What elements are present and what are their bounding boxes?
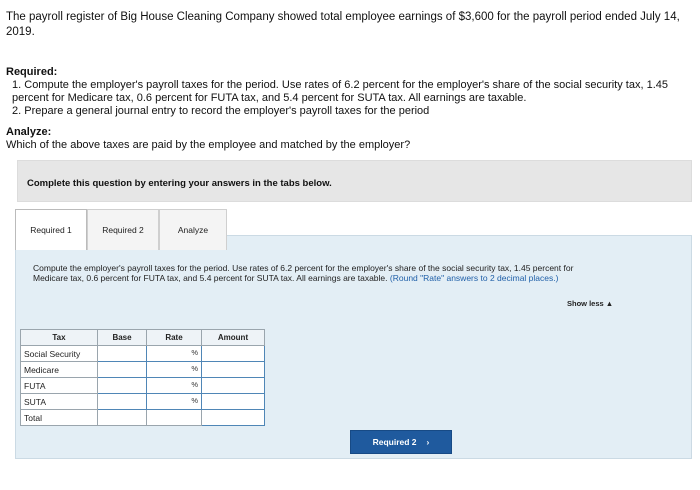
percent-sign: % <box>191 348 198 357</box>
rate-input-suta[interactable] <box>147 394 202 410</box>
tab-required-1[interactable]: Required 1 <box>15 209 87 250</box>
panel-instruction <box>33 263 603 283</box>
required-section <box>6 66 694 118</box>
amount-input-suta[interactable] <box>202 394 265 410</box>
rate-cell-total <box>147 410 202 426</box>
required-item-2-num: 2. <box>12 105 22 117</box>
row-label-medicare: Medicare <box>21 362 98 378</box>
required-item-2-text: Prepare a general journal entry to record the employer's payroll taxes for the period <box>24 105 430 117</box>
row-label-total: Total <box>21 410 98 426</box>
base-input-social-security[interactable] <box>98 346 147 362</box>
table-row <box>21 394 265 410</box>
rate-input-social-security[interactable] <box>147 346 202 362</box>
percent-sign: % <box>191 364 198 373</box>
panel-instruction-text: Compute the employer's payroll taxes for the period. Use rates of 6.2 percent for the employer's share of the social security tax, 1.45 percent for Medicare tax, 0.6 percent for FUTA tax, and 5.4 percent for SUTA tax. All earnings are taxable. <box>33 263 574 283</box>
header-base: Base <box>98 330 147 346</box>
banner-text: Complete this question by entering your answers in the tabs below. <box>27 178 332 189</box>
table-header-row <box>21 330 265 346</box>
problem-intro: The payroll register of Big House Cleaning Company showed total employee earnings of $3,600 for the payroll period ended July 14, 2019. <box>6 11 680 38</box>
instructions-banner <box>17 160 692 202</box>
table-row <box>21 362 265 378</box>
header-rate: Rate <box>147 330 202 346</box>
table-row <box>21 410 265 426</box>
chevron-right-icon: › <box>426 437 430 447</box>
required-heading: Required: <box>6 66 58 78</box>
next-required-2-button[interactable] <box>350 430 452 454</box>
next-button-label: Required 2 <box>372 437 417 447</box>
required-item-1 <box>12 79 694 105</box>
round-note: (Round "Rate" answers to 2 decimal places.) <box>389 273 559 283</box>
rate-input-futa[interactable] <box>147 378 202 394</box>
base-input-futa[interactable] <box>98 378 147 394</box>
amount-input-futa[interactable] <box>202 378 265 394</box>
amount-input-total[interactable] <box>202 410 265 426</box>
show-less-link[interactable]: Show less ▲ <box>567 299 614 308</box>
rate-input-medicare[interactable] <box>147 362 202 378</box>
table-row <box>21 378 265 394</box>
payroll-tax-table <box>20 329 265 426</box>
row-label-social-security: Social Security <box>21 346 98 362</box>
analyze-question: Which of the above taxes are paid by the employee and matched by the employer? <box>6 139 411 151</box>
base-input-suta[interactable] <box>98 394 147 410</box>
base-input-medicare[interactable] <box>98 362 147 378</box>
percent-sign: % <box>191 380 198 389</box>
required-item-2 <box>12 105 694 118</box>
required-item-1-num: 1. <box>12 79 22 91</box>
percent-sign: % <box>191 396 198 405</box>
tab-analyze[interactable]: Analyze <box>159 209 227 250</box>
table-row <box>21 346 265 362</box>
header-amount: Amount <box>202 330 265 346</box>
row-label-suta: SUTA <box>21 394 98 410</box>
analyze-section <box>6 126 694 152</box>
row-label-futa: FUTA <box>21 378 98 394</box>
required-item-1-text: Compute the employer's payroll taxes for the period. Use rates of 6.2 percent for the employer's share of the social security tax, 1.45 percent for Medicare tax, 0.6 percent for FUTA tax, and 5.4 percent for SUTA tax. All earnings are taxable. <box>12 79 668 104</box>
amount-input-medicare[interactable] <box>202 362 265 378</box>
header-tax: Tax <box>21 330 98 346</box>
amount-input-social-security[interactable] <box>202 346 265 362</box>
tab-required-2[interactable]: Required 2 <box>87 209 159 250</box>
base-cell-total <box>98 410 147 426</box>
analyze-heading: Analyze: <box>6 126 52 138</box>
